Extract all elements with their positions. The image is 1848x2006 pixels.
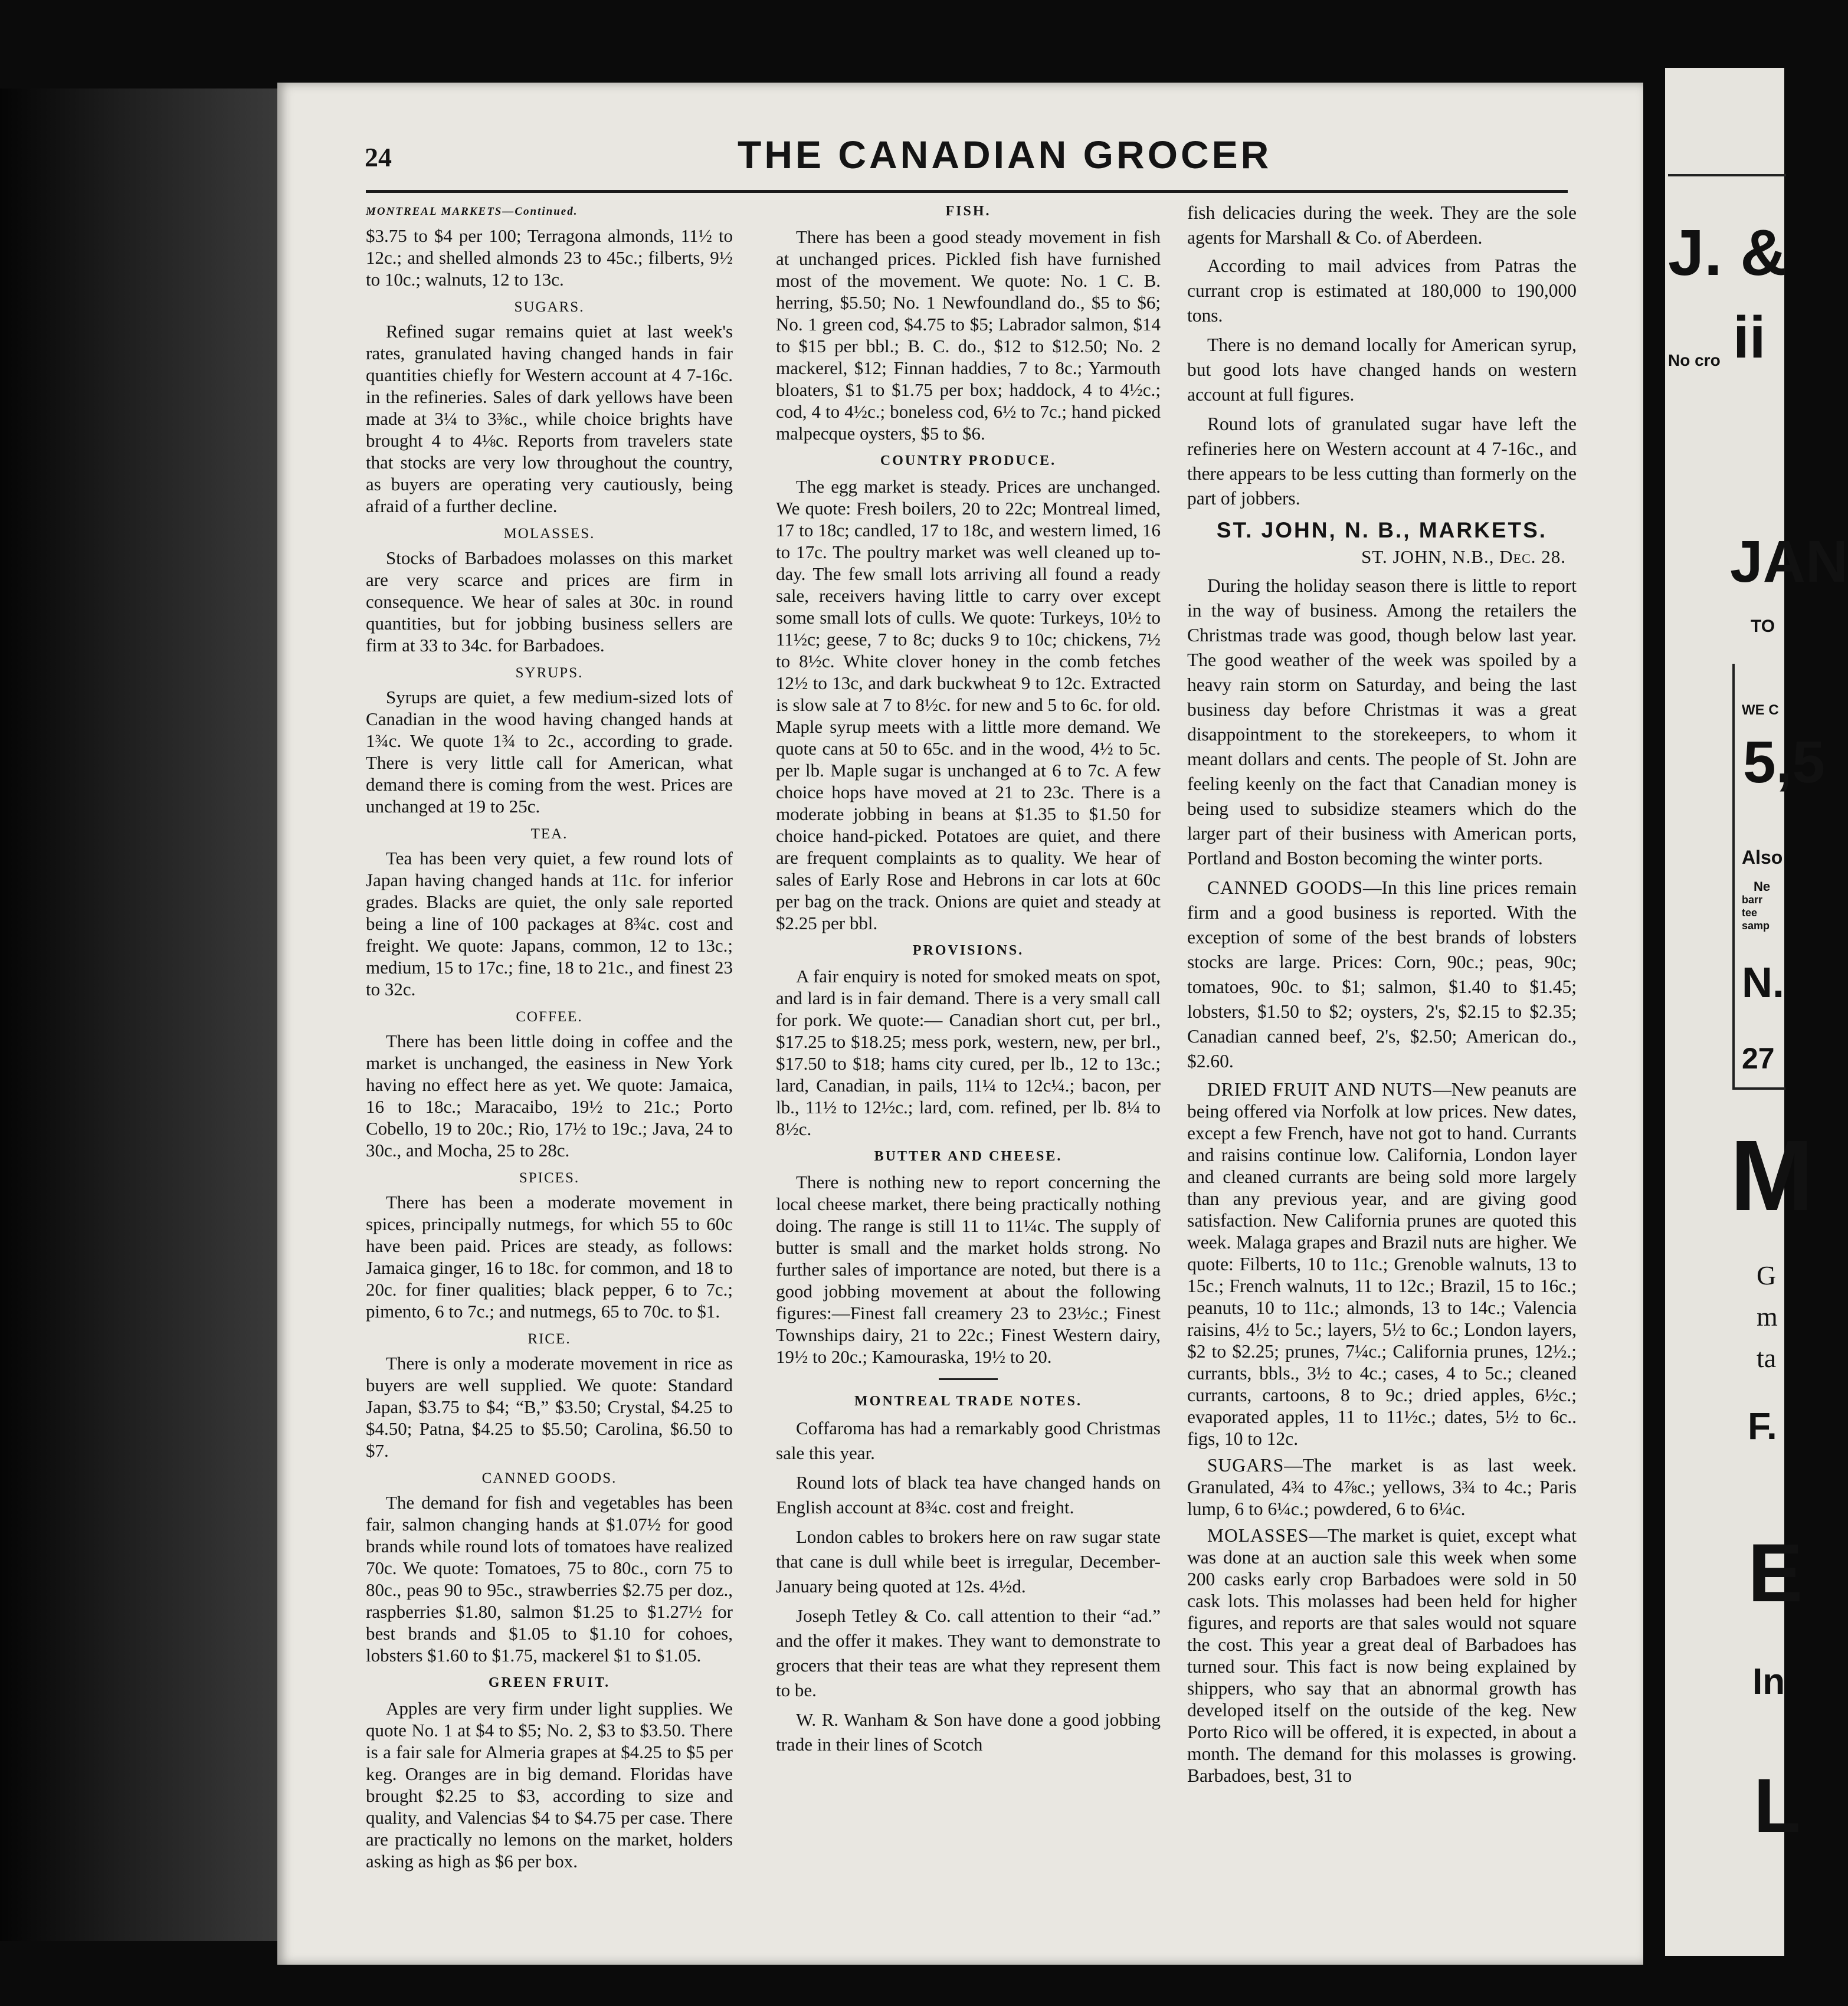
adjacent-page-edge xyxy=(1665,68,1848,1956)
heading-fish: FISH. xyxy=(945,204,991,219)
text-dried-fruit: —New peanuts are being offered via Norfolk at low prices. New dates, except a few French, have not got to hand. Currants and raisins continue low. California, London layer and cleaned currants are being sold more largely than any previous year, and are giving good satisfaction. New California prunes are quoted this week. Malaga grapes and Brazil nuts are higher. We quote: Filberts, 10 to 11c.; Grenoble walnuts, 13 to 15c.; French walnuts, 11 to 12c.; Brazil, 15 to 16c.; peanuts, 10 to 11c.; almonds, 13 to 14c.; Valencia raisins, 4½ to 5c.; layers, 5½ to 6c.; London layers, $2 to $2.25; prunes, 7¼c.; California prunes, 12½.; currants, bbls., 3½ to 4c.; cases, 4 to 5c.; cleaned currants, cartoons, 8 to 9c.; dried apples, 6½c.; evaporated apples, 11 to 11½c.; dates, 5½ to 6c.. figs, 10 to 12c. xyxy=(1187,1079,1577,1449)
paragraph-sugars-stjohn xyxy=(1187,1454,1577,1520)
adjacent-ad-text: Ne xyxy=(1754,879,1771,894)
paragraph-granulated-sugar: Round lots of granulated sugar have left the refineries here on Western account at 4 7-16c., and there appears to be less cutting than formerly on the part of jobbers. xyxy=(1187,414,1577,509)
text-sugars: —The market is as last week. Granulated, 4¾ to 4⅞c.; yellows, 3¾ to 4c.; Paris lump, 6 to 6¼c.; powdered, 6 to 6¼c. xyxy=(1187,1455,1577,1519)
paragraph-nuts: $3.75 to $4 per 100; Terragona almonds, 11½ to 12c.; and shelled almonds 23 to 45c.; filberts, 9½ to 10c.; walnuts, 12 to 13c. xyxy=(366,225,733,290)
paragraph-butter-cheese: There is nothing new to report concerning the local cheese market, there being practically nothing doing. The range is still 11 to 11¼c. The supply of butter is small and the market holds strong. No further sales of importance are noted, but there is a good jobbing movement at about the following figures:—Finest fall creamery 23 to 23½c.; Finest Townships dairy, 21 to 22c.; Finest Western dairy, 19½ to 20c.; Kamouraska, 19½ to 20. xyxy=(776,1172,1161,1367)
heading-molasses: MOLASSES. xyxy=(503,526,595,542)
paragraph-holiday-season: During the holiday season there is little to report in the way of business. Among the retailers the Christmas trade was good, though below last year. The good weather of the week was spoiled by a heavy rain storm on Saturday, and being the last business day before Christmas it was a great disappointment to the storekeepers, to whom it meant dollars and cents. The people of St. John are feeling keenly on the fact that Canadian money is being used to subsidize steamers which do the larger part of their business with American ports, Portland and Boston becoming the winter ports. xyxy=(1187,575,1577,868)
running-head: MONTREAL MARKETS—Continued. xyxy=(366,205,578,218)
page-number: 24 xyxy=(365,142,392,172)
paragraph-dried-fruit xyxy=(1187,1079,1577,1450)
masthead-rule xyxy=(366,190,1568,193)
text-canned-goods: —In this line prices remain firm and a good business is reported. With the exception of some of the best brands of lobsters stocks are large. Prices: Corn, 90c.; peas, 90c; tomatoes, 90c. to $1; salmon, $1.40 to $1.45; lobsters, $1.50 to $2; oysters, 2's, $2.15 to $2.35; Canadian canned beef, 2's, $2.50; American do., $2.60. xyxy=(1187,877,1577,1071)
text-molasses: —The market is quiet, except what was done at an auction sale this week when some 200 casks early crop Barbadoes were sold in 50 cask lots. This molasses had been held for higher figures, and reports are that sales would not square the cost. This year a great deal of Barbadoes has turned sour. This fact is now being explained by shippers, who say that an abnormal growth has developed itself on the outside of the keg. New Porto Rico will be offered, it is expected, in about a month. The demand for this molasses is growing. Barbadoes, best, 31 to xyxy=(1187,1525,1577,1786)
paragraph-molasses: Stocks of Barbadoes molasses on this market are very scarce and prices are firm in consequence. We hear of sales at 30c. in round quantities, but for jobbing business sellers are firm at 33 to 34c. for Barbadoes. xyxy=(366,548,733,655)
adjacent-ad-text: Also xyxy=(1742,847,1783,868)
heading-provisions: PROVISIONS. xyxy=(912,943,1024,958)
adjacent-ad-text: 27 xyxy=(1742,1042,1775,1075)
adjacent-ad-text: TO xyxy=(1751,617,1775,636)
column-1 xyxy=(366,201,733,1877)
heading-canned-goods: CANNED GOODS. xyxy=(481,1470,617,1486)
paragraph-patras-currants: According to mail advices from Patras the currant crop is estimated at 180,000 to 190,000 tons. xyxy=(1187,255,1577,326)
adjacent-ad-text: M xyxy=(1730,1120,1814,1232)
column-3 xyxy=(1187,201,1577,1791)
paragraph-green-fruit: Apples are very firm under light supplies. We quote No. 1 at $4 to $5; No. 2, $3 to $3.50. There is a fair sale for Almeria grapes at $4.25 to $5 per keg. Oranges are in big demand. Floridas have brought $2.25 to $3, according to size and quality, and Valencias $4 to $4.75 per case. There are practically no lemons on the market, holders asking as high as $6 per box. xyxy=(366,1698,733,1871)
lead-sugars: SUGARS xyxy=(1207,1455,1285,1476)
trade-note-wanham: W. R. Wanham & Son have done a good jobbing trade in their lines of Scotch xyxy=(776,1709,1161,1755)
paragraph-fish: There has been a good steady movement in fish at unchanged prices. Pickled fish have furnished most of the movement. We quote: No. 1 C. B. herring, $5.50; No. 1 Newfoundland do., $5 to $6; No. 1 green cod, $4.75 to $5; Labrador salmon, $14 to $15 per bbl.; B. C. do., $12 to $12.50; No. 2 mackerel, $12; Finnan haddies, 7 to 8c.; Yarmouth bloaters, $1 to $1.75 per box; haddock, 4 to 4½c.; cod, 4 to 4½c.; boneless cod, 6½ to 7c.; hand picked malpecque oysters, $5 to $6. xyxy=(776,227,1161,444)
paragraph-syrups: Syrups are quiet, a few medium-sized lots of Canadian in the wood having changed hands at 1¾c. We quote 1¾ to 2c., according to grade. There is very little call for American, what demand there is coming from the west. Prices are unchanged at 19 to 25c. xyxy=(366,687,733,817)
heading-montreal-trade-notes: MONTREAL TRADE NOTES. xyxy=(854,1394,1082,1409)
adjacent-ad-text: tee xyxy=(1742,907,1758,919)
adjacent-ad-text: 5,5 xyxy=(1743,729,1826,795)
heading-country-produce: COUNTRY PRODUCE. xyxy=(880,453,1057,468)
newspaper-page xyxy=(277,83,1643,1965)
trade-note-london-cables: London cables to brokers here on raw sugar state that cane is dull while beet is irregular, December-January being quoted at 12s. 4½d. xyxy=(776,1526,1161,1597)
paragraph-canned-goods-stjohn xyxy=(1187,876,1577,1074)
heading-coffee: COFFEE. xyxy=(516,1009,583,1025)
paragraph-provisions: A fair enquiry is noted for smoked meats on spot, and lard is in fair demand. There is a very small call for pork. We quote:— Canadian short cut, per brl., $17.25 to $18.25; mess pork, western, new, per brl., $17.50 to $18; hams city cured, per lb., 12 to 13c.; lard, Canadian, in pails, 11¼ to 12c¼.; bacon, per lb., 11½ to 12½c.; lard, com. refined, per lb. 8¼ to 8½c. xyxy=(776,966,1161,1139)
dateline: ST. JOHN, N.B., Dec. 28. xyxy=(1361,546,1566,567)
paragraph-tea: Tea has been very quiet, a few round lots of Japan having changed hands at 11c. for inferior grades. Blacks are quiet, the only sale reported being a line of 100 packages at 8¾c. cost and freight. We quote: Japans, common, 12 to 13c.; medium, 15 to 17c.; fine, 18 to 21c., and finest 23 to 32c. xyxy=(366,848,733,999)
adjacent-box-border xyxy=(1732,1087,1785,1090)
paragraph-scotch-fish-continued: fish delicacies during the week. They are the sole agents for Marshall & Co. of Aberdeen. xyxy=(1187,202,1577,248)
book-spine xyxy=(0,88,277,1941)
lead-dried-fruit: DRIED FRUIT AND NUTS xyxy=(1207,1079,1433,1100)
adjacent-ad-text: G xyxy=(1757,1260,1777,1290)
heading-st-john-markets: ST. JOHN, N. B., MARKETS. xyxy=(1216,518,1548,542)
heading-sugars: SUGARS. xyxy=(514,299,585,315)
paragraph-molasses-stjohn xyxy=(1187,1525,1577,1787)
lead-canned-goods: CANNED GOODS xyxy=(1207,877,1363,898)
masthead-title: THE CANADIAN GROCER xyxy=(738,133,1272,176)
adjacent-ad-text: J. & xyxy=(1668,217,1787,289)
adjacent-ad-text: No cro xyxy=(1668,351,1721,369)
adjacent-ad-text: ta xyxy=(1757,1343,1777,1373)
adjacent-ad-text: m xyxy=(1757,1302,1778,1332)
adjacent-ad-text: E xyxy=(1748,1526,1803,1619)
heading-spices: SPICES. xyxy=(519,1170,580,1186)
paragraph-country-produce: The egg market is steady. Prices are unchanged. We quote: Fresh boilers, 20 to 22c; Montreal limed, 17 to 18c; candled, 17 to 18c, and western limed, 16 to 17c. The poultry market was well cleaned up to-day. The few small lots arriving all found a ready sale, receivers having little to carry over except some small lots of culls. We quote: Turkeys, 10½ to 11½c; geese, 7 to 8c; ducks 9 to 10c; chickens, 7½ to 8½c. White clover honey in the comb fetches 12½ to 13c, and dark buckwheat 9 to 12c. Extracted is slow sale at 7 to 8½c. for new and 5 to 6c. for old. Maple syrup meets with a little more demand. We quote cans at 50 to 65c. and in the wood, 4½ to 5c. per lb. Maple sugar is unchanged at 6 to 7c. A few choice hops have moved at 21 to 23c. There is a moderate jobbing in beans at $1.35 to $1.50 for choice hand-picked. Potatoes are quiet, and there are frequent complaints as to quality. We hear of sales of Early Rose and Hebrons in car lots at 60c per bag on the track. Onions are quiet and steady at $2.25 per bbl. xyxy=(776,476,1161,933)
heading-rice: RICE. xyxy=(527,1331,571,1347)
trade-note-black-tea: Round lots of black tea have changed hands on English account at 8¾c. cost and freight. xyxy=(776,1472,1161,1517)
section-divider xyxy=(939,1378,998,1380)
paragraph-canned-goods: The demand for fish and vegetables has been fair, salmon changing hands at $1.07½ for good brands while round lots of tomatoes have realized 70c. We quote: Tomatoes, 75 to 80c., corn 75 to 80c., peas 90 to 95c., strawberries $2.75 per doz., raspberries $1.80, salmon $1.25 to $1.27½ for best brands and $1.05 to $1.10 for cohoes, lobsters $1.60 to $1.75, mackerel $1 to $1.05. xyxy=(366,1492,733,1666)
paragraph-coffee: There has been little doing in coffee and the market is unchanged, the easiness in New York having no effect here as yet. We quote: Jamaica, 16 to 18c.; Maracaibo, 19½ to 21c.; Porto Cobello, 19 to 20c.; Rio, 17½ to 19c.; Java, 24 to 30c., and Mocha, 25 to 28c. xyxy=(366,1031,733,1161)
adjacent-ad-text: F. xyxy=(1748,1405,1777,1447)
adjacent-ad-text: JAN xyxy=(1730,529,1848,595)
trade-note-tetley: Joseph Tetley & Co. call attention to their “ad.” and the offer it makes. They want to demonstrate to grocers that their teas are what they represent them to be. xyxy=(776,1605,1161,1700)
adjacent-ad-text: WE C xyxy=(1742,702,1779,718)
adjacent-rule xyxy=(1668,174,1786,176)
paragraph-sugars: Refined sugar remains quiet at last week's rates, granulated having changed hands in fair quantities chiefly for Western account at 4 7-16c. in the refineries. Sales of dark yellows have been made at 3¼ to 3⅜c., while choice brights have brought 4 to 4⅛c. Reports from travelers state that stocks are very low throughout the country, as buyers are operating very cautiously, being afraid of a further decline. xyxy=(366,321,733,516)
paragraph-american-syrup: There is no demand locally for American syrup, but good lots have changed hands on western account at full figures. xyxy=(1187,335,1577,405)
heading-syrups: SYRUPS. xyxy=(515,665,584,681)
adjacent-box-border xyxy=(1732,664,1735,1089)
heading-butter-cheese: BUTTER AND CHEESE. xyxy=(874,1149,1063,1164)
paragraph-rice: There is only a moderate movement in rice as buyers are well supplied. We quote: Standard Japan, $3.75 to $4; “B,” $3.50; Crystal, $4.25 to $4.50; Patna, $4.25 to $5.50; Carolina, $6.50 to $7. xyxy=(366,1353,733,1461)
adjacent-ad-text: barr xyxy=(1742,894,1763,906)
column-2 xyxy=(776,201,1161,1762)
adjacent-ad-text: In xyxy=(1752,1661,1785,1702)
trade-note-coffaroma: Coffaroma has had a remarkably good Christmas sale this year. xyxy=(776,1418,1161,1463)
adjacent-ad-text: samp xyxy=(1742,920,1770,932)
paragraph-spices: There has been a moderate movement in spices, principally nutmegs, for which 55 to 60c have been paid. Prices are steady, as follows: Jamaica ginger, 16 to 18c. for common, and 18 to 20c. for finer qualities; black pepper, 6 to 7c.; pimento, 6 to 7c.; and nutmegs, 65 to 70c. to $1. xyxy=(366,1192,733,1322)
adjacent-ad-text: N. xyxy=(1742,959,1784,1007)
adjacent-ad-text: ii xyxy=(1733,304,1766,371)
adjacent-ad-text: L xyxy=(1754,1762,1801,1848)
heading-green-fruit: GREEN FRUIT. xyxy=(488,1675,611,1690)
heading-tea: TEA. xyxy=(530,826,568,842)
lead-molasses: MOLASSES xyxy=(1207,1525,1309,1546)
